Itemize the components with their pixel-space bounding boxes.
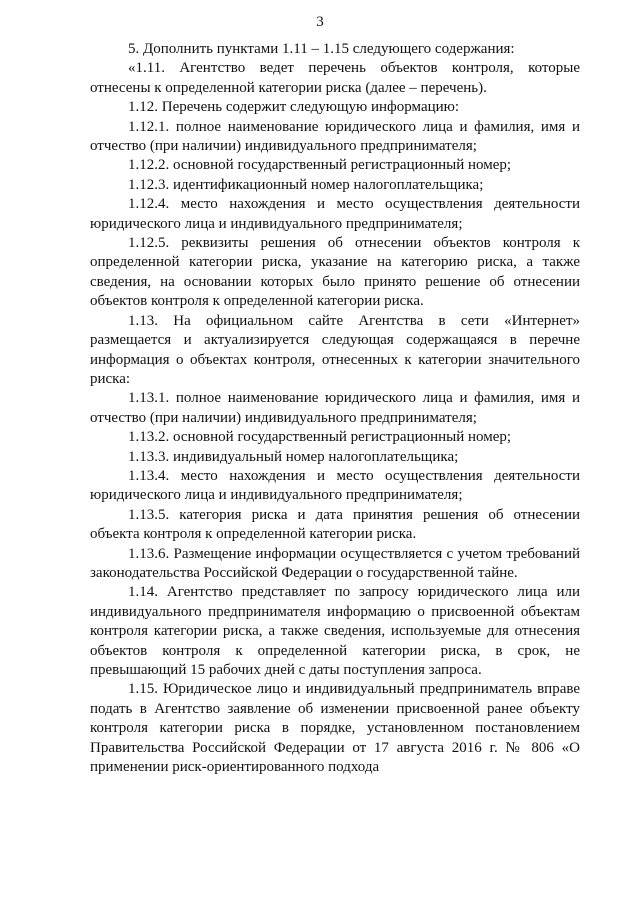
paragraph-1-13-3: 1.13.3. индивидуальный номер налогоплательщика; [128,448,459,465]
paragraph-1-12-1: 1.12.1. полное наименование юридического лица и фамилия, имя и отчество (при наличии) индивидуального предпринимателя; [90,118,580,155]
paragraph-1-12-5: 1.12.5. реквизиты решения об отнесении объектов контроля к определенной категории риска, указание на категорию риска, а также сведения, на основании которых было принято решение об отнесении объектов контроля к определенной категории риска. [90,235,580,310]
page-number: 3 [316,14,324,30]
paragraph-1-13-5: 1.13.5. категория риска и дата принятия решения об отнесении объекта контроля к определенной категории риска. [90,506,580,543]
document-body [90,40,580,777]
paragraph-1-15: 1.15. Юридическое лицо и индивидуальный предприниматель вправе подать в Агентство заявление об изменении присвоенной ранее объекту контроля категории риска в порядке, установленном постановлением Правительства Российской Федерации от 17 августа 2016 г. № 806 «О применении риск-ориентированного подхода [90,681,580,776]
paragraph-1-13-6: 1.13.6. Размещение информации осуществляется с учетом требований законодательства Российской Федерации о государственной тайне. [90,545,580,581]
paragraph-1-13: 1.13. На официальном сайте Агентства в сети «Интернет» размещается и актуализируется следующая содержащаяся в перечне информация о объектах контроля, отнесенных к категории значительного риска: [90,312,580,387]
paragraph-1-11: «1.11. Агентство ведет перечень объектов контроля, которые отнесены к определенной категории риска (далее – перечень). [90,60,580,96]
paragraph-amendment-intro: 5. Дополнить пунктами 1.11 – 1.15 следующего содержания: [128,41,515,57]
paragraph-1-12: 1.12. Перечень содержит следующую информацию: [128,99,460,116]
paragraph-1-12-4: 1.12.4. место нахождения и место осуществления деятельности юридического лица и индивидуального предпринимателя; [90,196,580,232]
paragraph-1-12-2: 1.12.2. основной государственный регистрационный номер; [128,157,512,174]
paragraph-1-14: 1.14. Агентство представляет по запросу юридического лица или индивидуального предпринимателя информацию о присвоенной объектам контроля категории риска, а также сведения, используемые для отнесения объектов контроля к определенной категории риска, в срок, не превышающий 15 рабочих дней с даты поступления запроса. [90,584,580,678]
paragraph-1-13-1: 1.13.1. полное наименование юридического лица и фамилия, имя и отчество (при наличии) индивидуального предпринимателя; [90,390,580,426]
paragraph-1-13-2: 1.13.2. основной государственный регистрационный номер; [128,429,512,446]
paragraph-1-12-3: 1.12.3. идентификационный номер налогоплательщика; [128,176,484,193]
paragraph-1-13-4: 1.13.4. место нахождения и место осуществления деятельности юридического лица и индивидуального предпринимателя; [90,467,580,504]
